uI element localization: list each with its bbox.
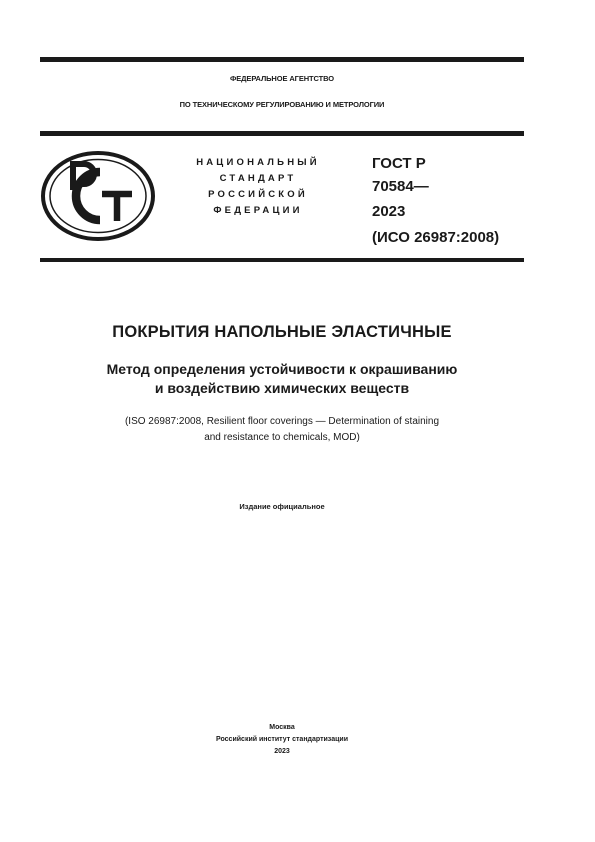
iso-reference-line-2: and resistance to chemicals, MOD): [204, 432, 360, 443]
document-subtitle-line-2: и воздействию химических веществ: [154, 380, 410, 396]
national-line-2: СТАНДАРТ: [219, 173, 297, 184]
middle-rule: [40, 131, 524, 136]
agency-line-1: ФЕДЕРАЛЬНОЕ АГЕНТСТВО: [229, 74, 335, 83]
national-line-1: НАЦИОНАЛЬНЫЙ: [196, 157, 320, 168]
national-line-4: ФЕДЕРАЦИИ: [213, 205, 303, 216]
imprint-year: 2023: [274, 748, 290, 755]
imprint-city: Москва: [269, 724, 295, 731]
agency-line-2: ПО ТЕХНИЧЕСКОМУ РЕГУЛИРОВАНИЮ И МЕТРОЛОГИИ: [179, 100, 385, 109]
top-rule: [40, 57, 524, 62]
bottom-rule: [40, 258, 524, 262]
national-line-3: РОССИЙСКОЙ: [208, 189, 308, 200]
gost-line-1: ГОСТ Р: [372, 155, 426, 172]
imprint-publisher: Российский институт стандартизации: [215, 736, 348, 743]
gost-line-3: 2023: [372, 203, 406, 220]
document-title: ПОКРЫТИЯ НАПОЛЬНЫЕ ЭЛАСТИЧНЫЕ: [112, 323, 452, 341]
rst-certification-mark-icon: [40, 150, 156, 242]
official-edition-label: Издание официальное: [239, 502, 325, 511]
document-subtitle-line-1: Метод определения устойчивости к окрашиванию: [106, 361, 458, 377]
gost-line-4: (ИСО 26987:2008): [372, 229, 500, 246]
gost-line-2: 70584—: [372, 178, 429, 195]
iso-reference-line-1: (ISO 26987:2008, Resilient floor coverings — Determination of staining: [124, 416, 440, 427]
